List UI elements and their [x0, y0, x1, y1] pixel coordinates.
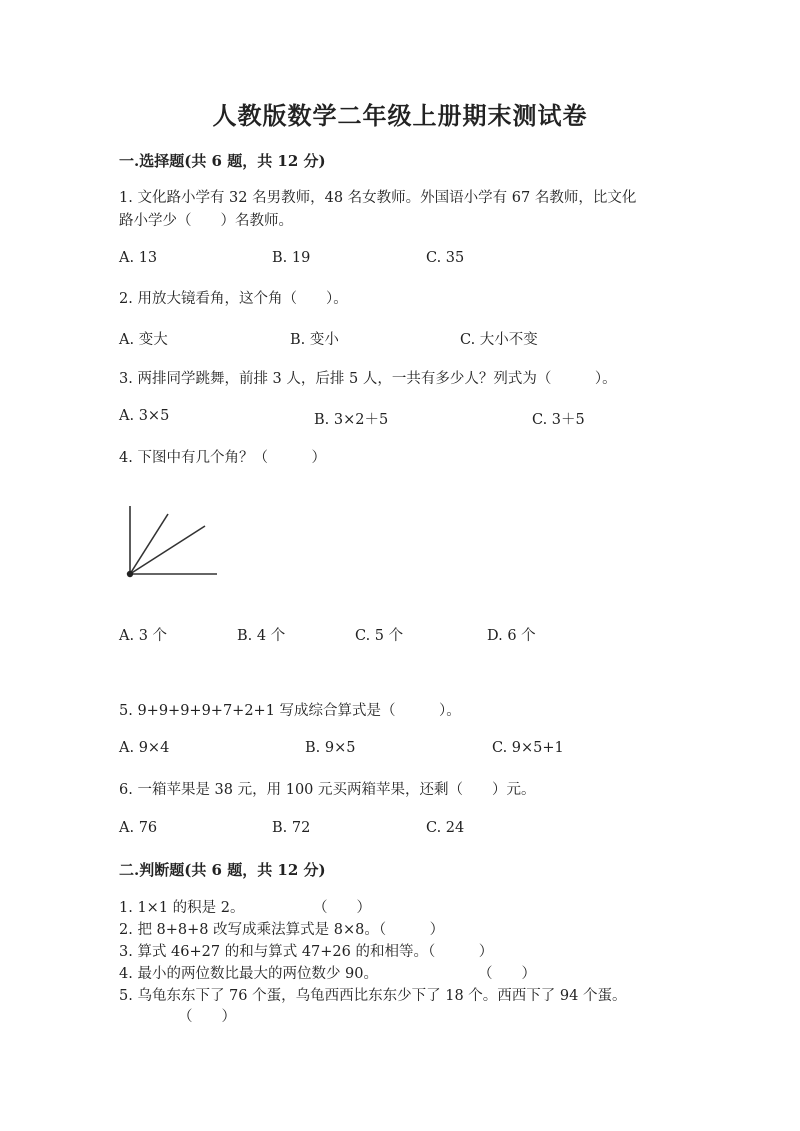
tf-item-3: 3. 算式 46+27 的和与算式 47+26 的和相等。（ ）: [119, 944, 494, 960]
q2-option-b: B. 变小: [290, 332, 339, 348]
section-heading-choice: 一.选择题(共 6 题，共 12 分): [119, 152, 326, 170]
page-title: 人教版数学二年级上册期末测试卷: [212, 101, 588, 130]
vertex-dot: [127, 571, 133, 577]
question-5: 5. 9+9+9+9+7+2+1 写成综合算式是（ ）。: [119, 703, 461, 719]
q6-option-b: B. 72: [272, 820, 311, 836]
q4-option-b: B. 4 个: [237, 628, 286, 644]
ray-middle: [130, 526, 205, 574]
q2-option-c: C. 大小不变: [460, 332, 538, 348]
q5-option-b: B. 9×5: [305, 740, 356, 756]
q2-option-a: A. 变大: [119, 332, 168, 348]
section-heading-judgement: 二.判断题(共 6 题，共 12 分): [119, 861, 326, 879]
tf-item-1-paren: （ ）: [313, 900, 371, 916]
ray-upper: [130, 514, 168, 574]
question-6: 6. 一箱苹果是 38 元，用 100 元买两箱苹果，还剩（ ）元。: [119, 782, 536, 798]
question-4: 4. 下图中有几个角？（ ）: [119, 450, 326, 466]
question-3: 3. 两排同学跳舞，前排 3 人，后排 5 人，一共有多少人？列式为（ ）。: [119, 371, 617, 387]
q6-option-a: A. 76: [119, 820, 158, 836]
tf-item-5-paren: （ ）: [178, 1009, 236, 1025]
q4-option-d: D. 6 个: [487, 628, 536, 644]
question-1-line2: 路小学少（ ）名教师。: [119, 213, 293, 229]
q1-option-a: A. 13: [119, 250, 158, 266]
q3-option-b: B. 3×2＋5: [314, 412, 389, 428]
q1-option-b: B. 19: [272, 250, 311, 266]
q6-option-c: C. 24: [426, 820, 465, 836]
angle-figure: [118, 500, 222, 584]
tf-item-1: 1. 1×1 的积是 2。: [119, 900, 245, 916]
tf-item-5: 5. 乌龟东东下了 76 个蛋，乌龟西西比东东少下了 18 个。西西下了 94 个蛋。: [119, 988, 627, 1004]
q3-option-a: A. 3×5: [119, 408, 170, 424]
question-2: 2. 用放大镜看角，这个角（ ）。: [119, 291, 348, 307]
tf-item-2: 2. 把 8+8+8 改写成乘法算式是 8×8。（ ）: [119, 922, 445, 938]
q1-option-c: C. 35: [426, 250, 465, 266]
q4-option-a: A. 3 个: [119, 628, 168, 644]
tf-item-4: 4. 最小的两位数比最大的两位数少 90。: [119, 966, 379, 982]
question-1-line1: 1. 文化路小学有 32 名男教师，48 名女教师。外国语小学有 67 名教师，比文化: [119, 190, 637, 206]
q4-option-c: C. 5 个: [355, 628, 404, 644]
q5-option-c: C. 9×5+1: [492, 740, 564, 756]
q3-option-c: C. 3＋5: [532, 412, 585, 428]
tf-item-4-paren: （ ）: [478, 966, 536, 982]
q5-option-a: A. 9×4: [119, 740, 170, 756]
